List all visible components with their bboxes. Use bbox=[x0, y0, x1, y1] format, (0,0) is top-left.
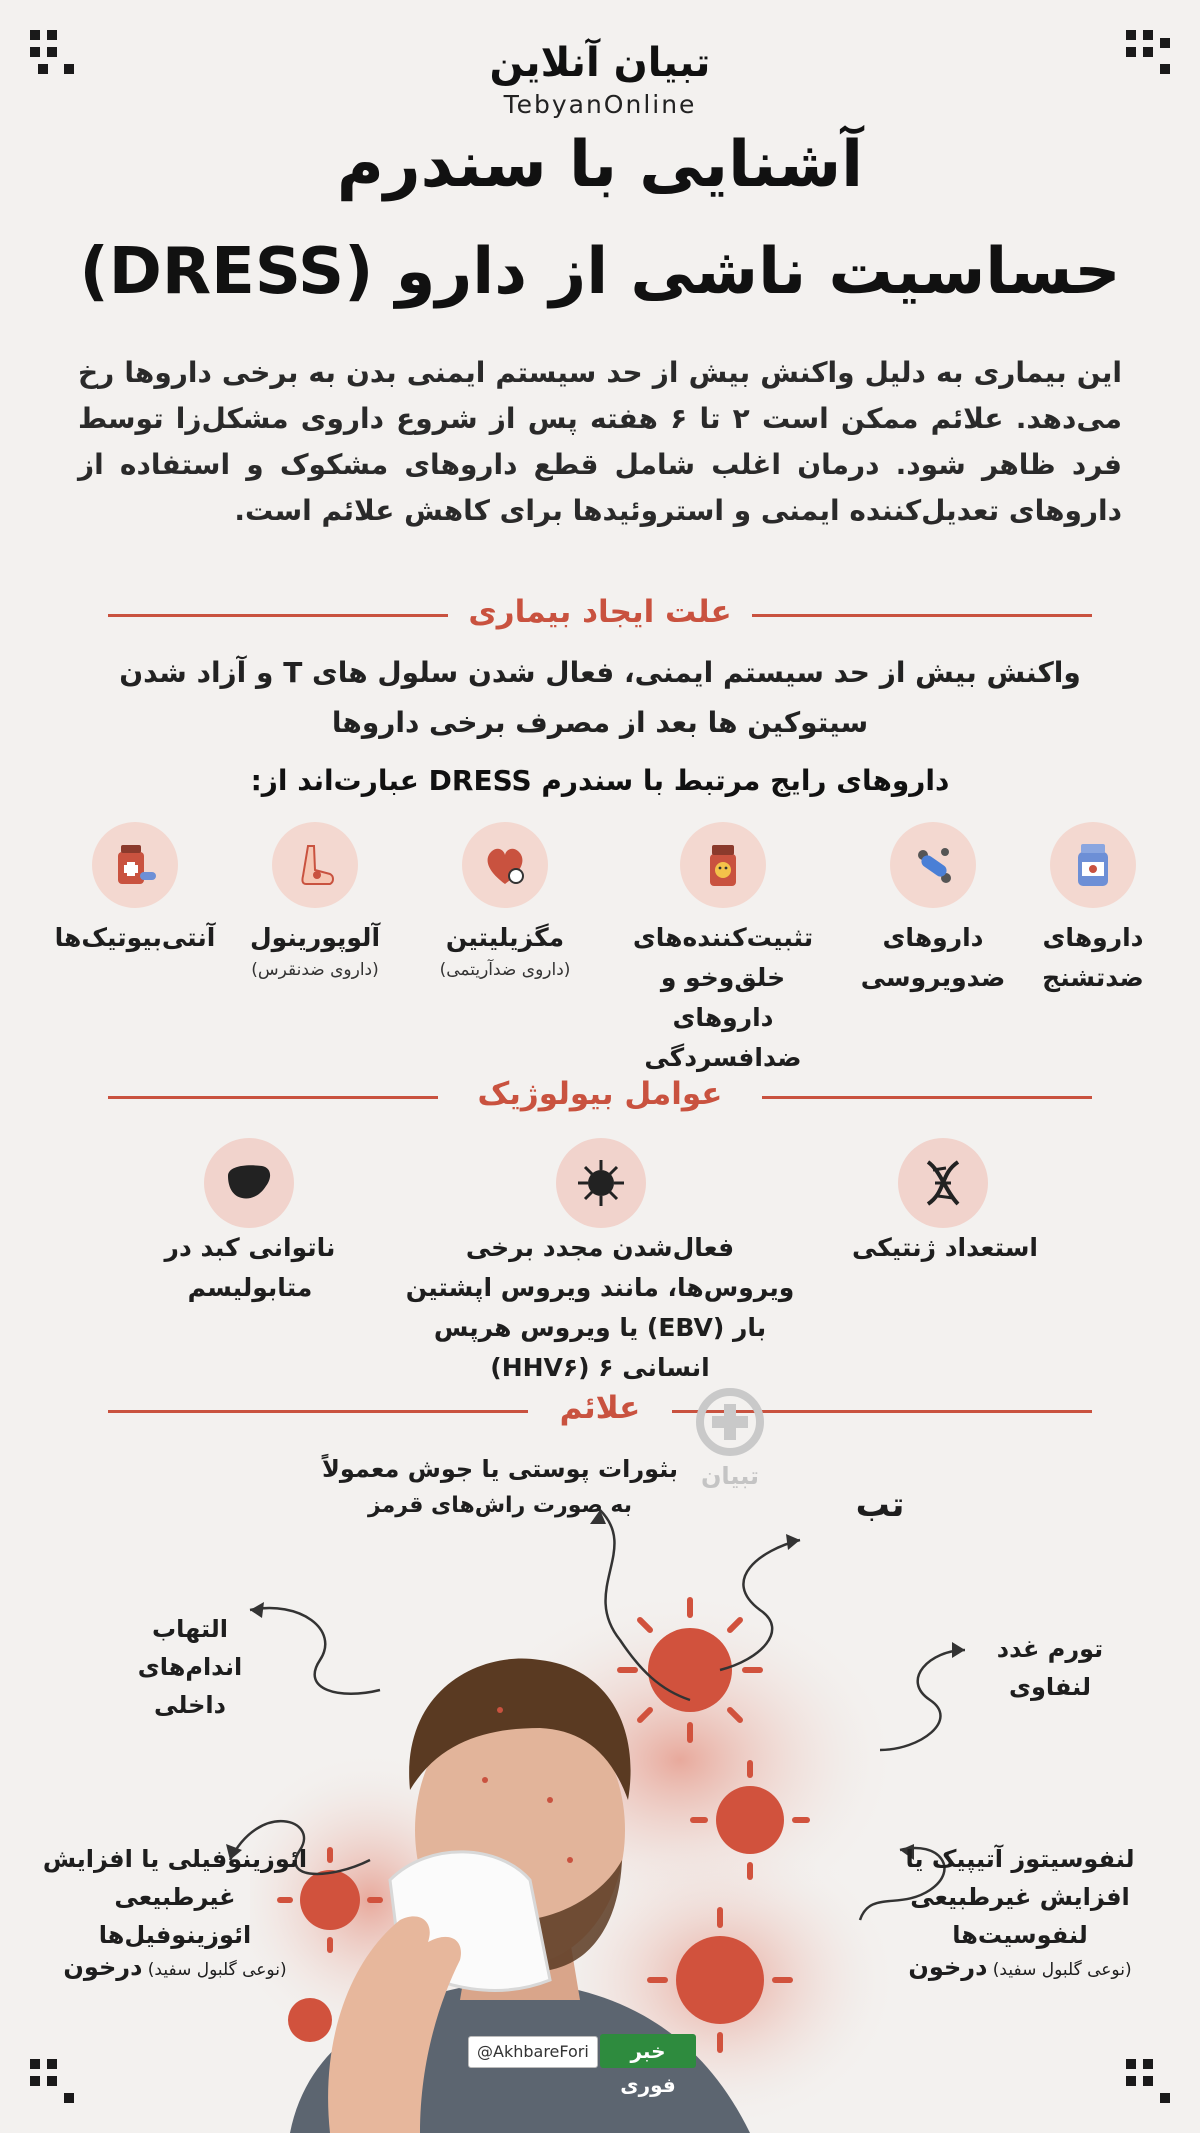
intro-paragraph: این بیماری به دلیل واکنش بیش از حد سیستم ایمنی بدن به برخی داروها رخ می‌دهد. علائم ممکن است ۲ تا ۶ هفته پس از شروع داروی مشکل‌زا توسط فرد ظاهر شود. درمان اغلب شامل قطع داروهای مشکوک و استفاده از داروهای تعدیل‌کننده ایمنی و استروئیدها برای کاهش علائم است. bbox=[78, 356, 1122, 527]
corner-ornament-bottom-right bbox=[1126, 2059, 1170, 2103]
section-title-symptoms: علائم bbox=[559, 1390, 641, 1426]
page-title-line1: آشنایی با سندرم bbox=[336, 128, 864, 202]
drug-sub-mexiletine: (داروی ضدآریتمی) bbox=[439, 960, 571, 980]
drug-label-allopurinol: آلوپورینول (داروی ضدنقرس) bbox=[220, 918, 410, 982]
section-title-cause: علت ایجاد بیماری bbox=[468, 594, 732, 630]
footer-brand-logo: خبر فوری bbox=[600, 2034, 696, 2068]
corner-ornament-bottom-left bbox=[30, 2059, 74, 2103]
section-title-bio: عوامل بیولوژیک bbox=[477, 1076, 723, 1112]
virus-icon bbox=[556, 1138, 646, 1228]
symptom-lymphocyte: لنفوسیتوز آتیپیک یا افزایش غیرطبیعی لنفوسیت‌ها (نوعی گلبول سفید) درخون bbox=[880, 1840, 1160, 1983]
drugs-heading: داروهای رایج مرتبط با سندرم DRESS عبارت‌اند از: bbox=[250, 764, 950, 797]
pill-bottle-icon bbox=[1050, 822, 1136, 908]
foot-icon bbox=[272, 822, 358, 908]
virus-capsule-icon bbox=[890, 822, 976, 908]
symptom-lymphocyte-note: (نوعی گلبول سفید) درخون bbox=[908, 1953, 1132, 1981]
drug-sub-allopurinol: (داروی ضدنقرس) bbox=[251, 960, 379, 980]
symptom-inflammation: التهاب اندام‌های داخلی bbox=[137, 1615, 243, 1719]
symptom-eosinophil: ائوزینوفیلی یا افزایش غیرطبیعی ائوزینوفیل‌ها (نوعی گلبول سفید) درخون bbox=[40, 1840, 310, 1983]
symptom-lymph: تورم غدد لنفاوی bbox=[996, 1635, 1104, 1701]
watermark-text: تبیان bbox=[700, 1462, 760, 1490]
symptom-rash-sub: به صورت راش‌های قرمز bbox=[367, 1493, 633, 1518]
drug-label-antibiotics: آنتی‌بیوتیک‌ها bbox=[54, 923, 216, 952]
footer-handle: @AkhbareFori bbox=[468, 2036, 598, 2068]
page-title-line2: حساسیت ناشی از دارو (DRESS) bbox=[79, 235, 1121, 309]
drug-label-mood-stabilizers: تثبیت‌کننده‌های خلق‌وخو و داروهای ضدافسردگی bbox=[632, 923, 814, 1072]
logo-persian: تبیان آنلاین bbox=[489, 40, 711, 86]
dna-icon bbox=[898, 1138, 988, 1228]
antibiotic-icon bbox=[92, 822, 178, 908]
symptom-eosinophil-note: (نوعی گلبول سفید) درخون bbox=[63, 1953, 287, 1981]
bio-label-virus: فعال‌شدن مجدد برخی ویروس‌ها، مانند ویروس اپشتین بار (EBV) یا ویروس هرپس انسانی ۶ (HHV۶) bbox=[405, 1233, 795, 1382]
drug-label-antivirals: داروهای ضدویروسی bbox=[860, 923, 1006, 992]
drug-label-mexiletine: مگزیلیتین (داروی ضدآریتمی) bbox=[410, 918, 600, 982]
bio-label-liver: ناتوانی کبد در متابولیسم bbox=[164, 1233, 336, 1302]
cause-text: واکنش بیش از حد سیستم ایمنی، فعال شدن سلول های T و آزاد شدن سیتوکین ها بعد از مصرف برخی داروها bbox=[119, 656, 1081, 739]
symptom-fever: تب bbox=[855, 1485, 905, 1525]
liver-icon bbox=[204, 1138, 294, 1228]
drug-label-anticonvulsants: داروهای ضدتشنج bbox=[1042, 923, 1144, 992]
bio-label-genetic: استعداد ژنتیکی bbox=[851, 1233, 1039, 1262]
logo-english: TebyanOnline bbox=[503, 90, 697, 119]
heart-icon bbox=[462, 822, 548, 908]
symptom-rash: بثورات پوستی یا جوش معمولاً به صورت راش‌های قرمز bbox=[300, 1450, 700, 1524]
medicine-jar-icon bbox=[680, 822, 766, 908]
